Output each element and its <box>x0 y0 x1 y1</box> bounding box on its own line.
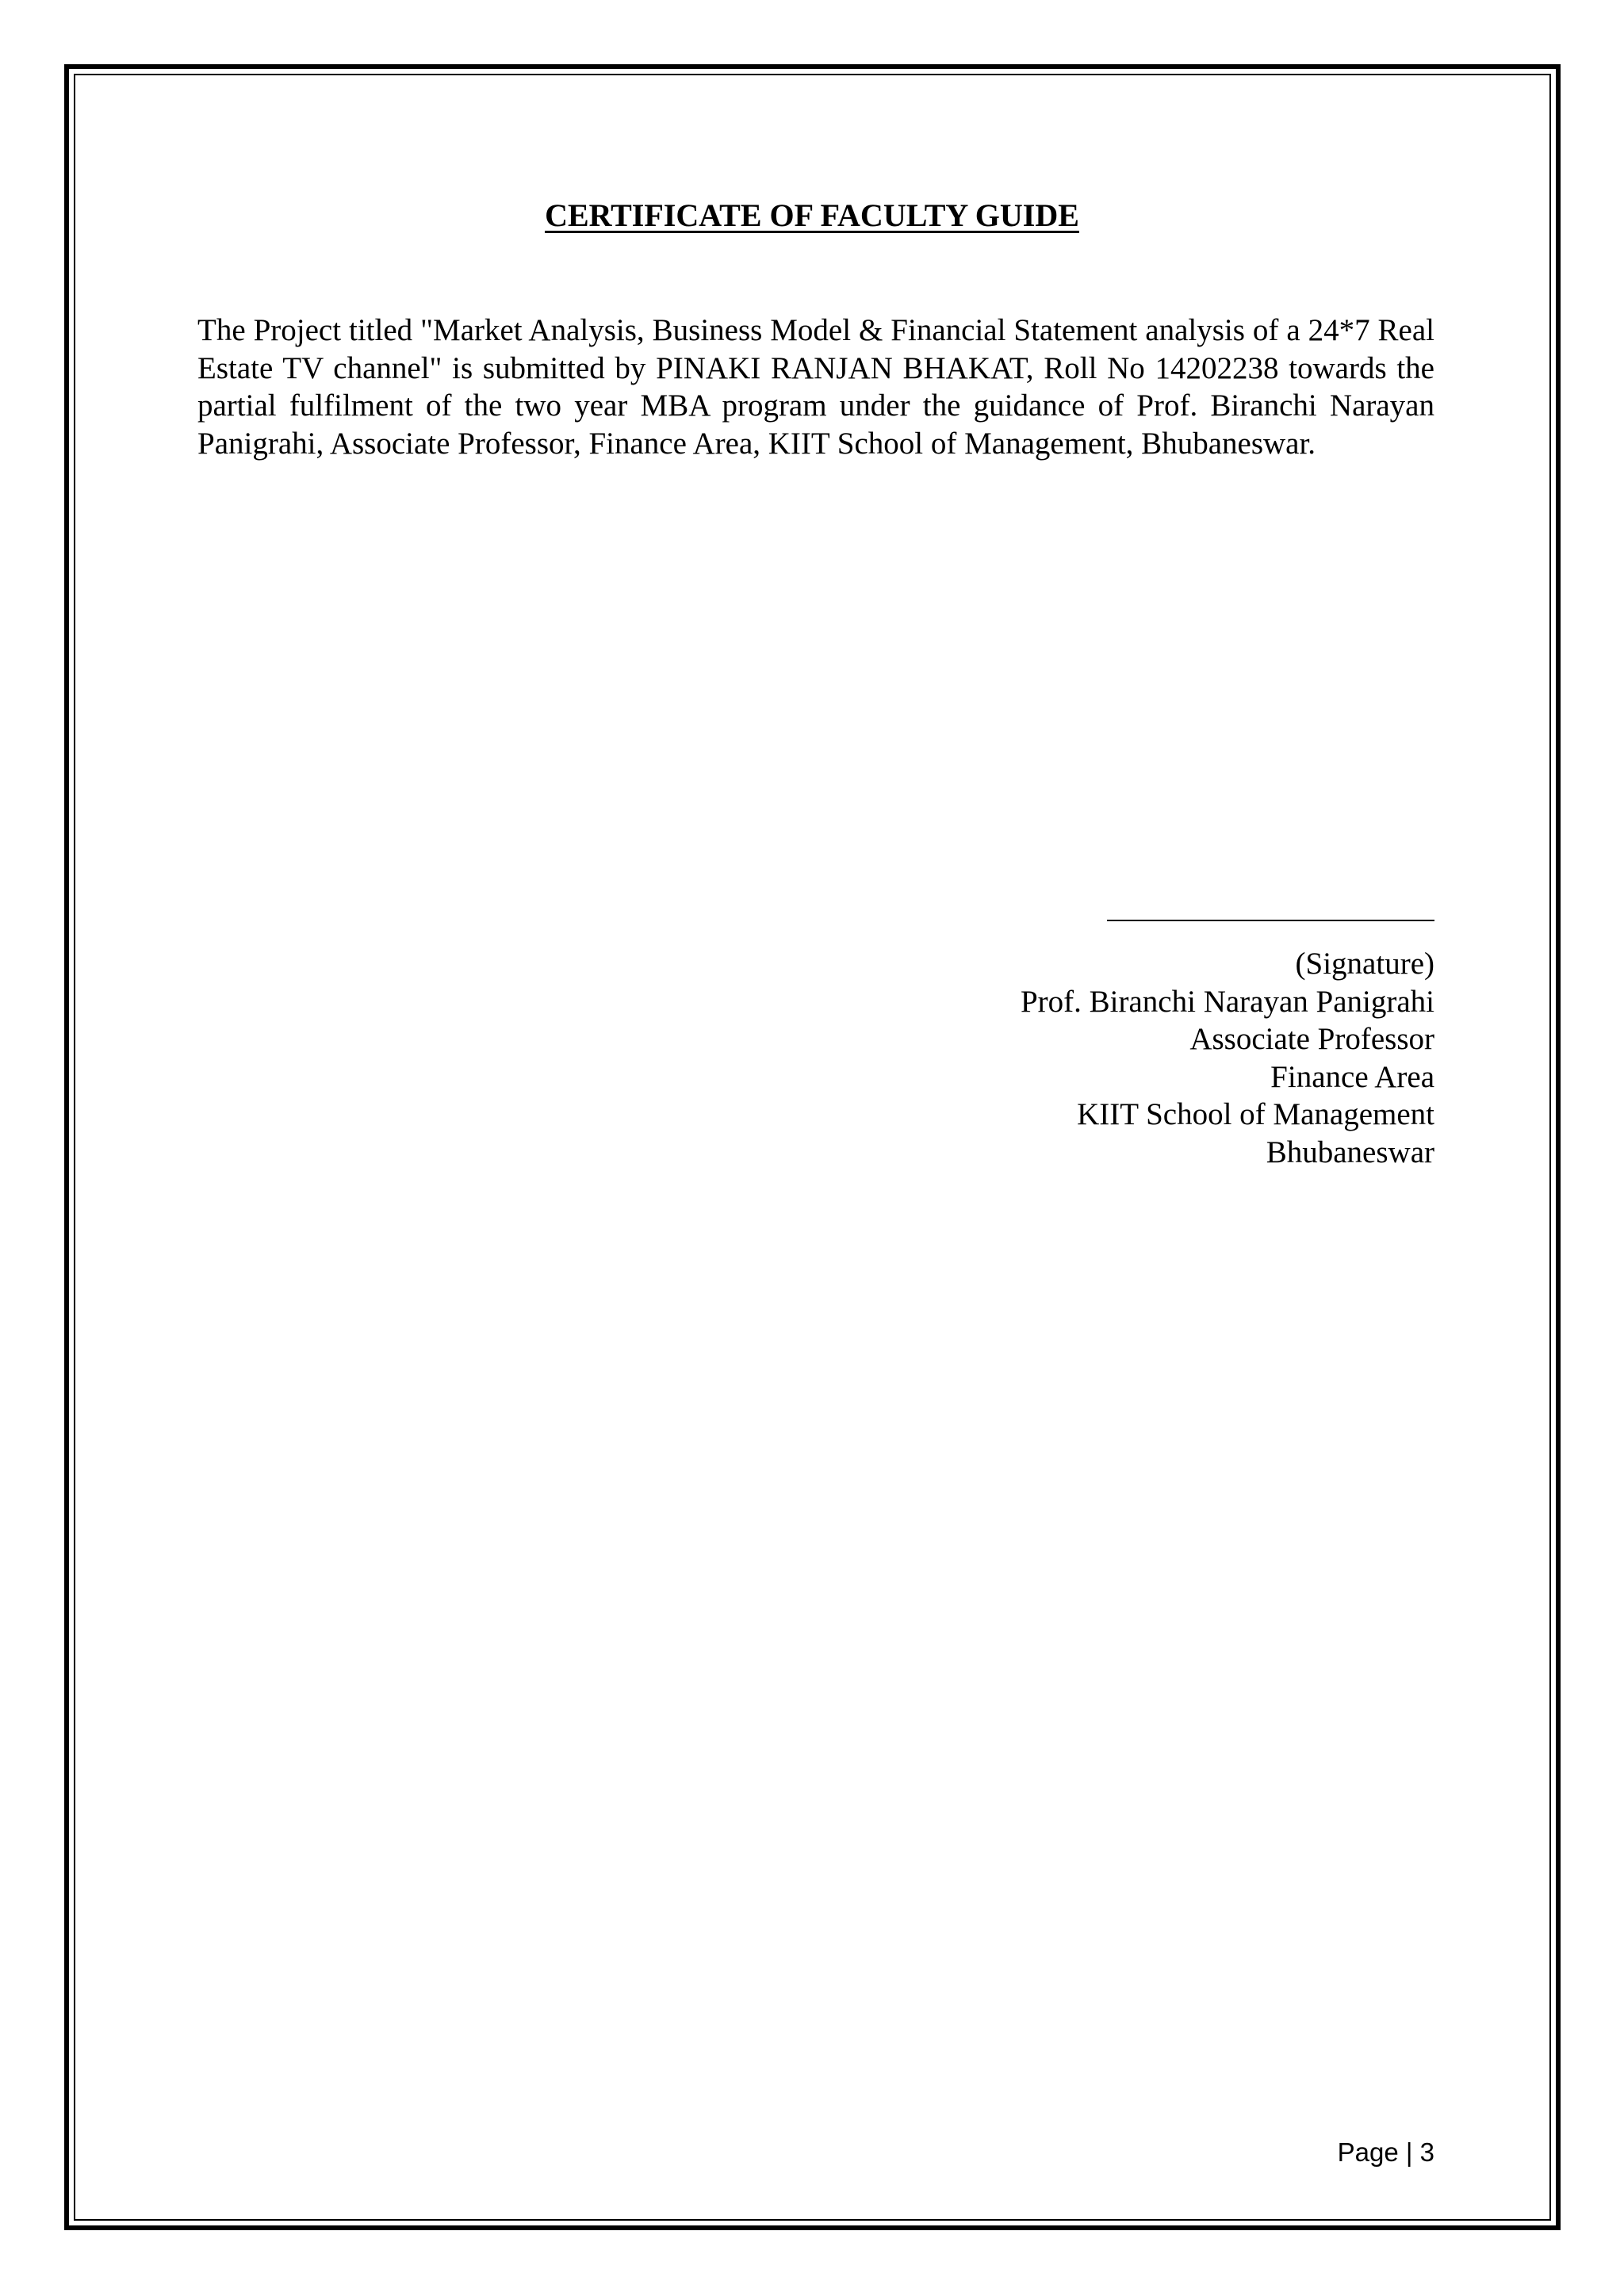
signature-line <box>1107 920 1434 921</box>
signatory-institution: KIIT School of Management <box>1077 1097 1434 1131</box>
signatory-department: Finance Area <box>1270 1059 1434 1094</box>
signatory-name: Prof. Biranchi Narayan Panigrahi <box>1020 984 1434 1019</box>
page-number: Page | 3 <box>1337 2137 1434 2167</box>
signature-label: (Signature) <box>1295 947 1434 981</box>
signatory-city: Bhubaneswar <box>1266 1135 1434 1169</box>
signature-block <box>1021 945 1434 1171</box>
page-title: CERTIFICATE OF FACULTY GUIDE <box>545 197 1079 233</box>
certificate-body-text: The Project titled "Market Analysis, Business Model & Financial Statement analysis of a 24*7 Real Estate TV channel" is submitted by PINAKI RANJAN BHAKAT, Roll No 14202238 towards the partial fulfilment of the two year MBA program under the guidance of Prof. Biranchi Narayan Panigrahi, Associate Professor, Finance Area, KIIT School of Management, Bhubaneswar. <box>197 313 1434 461</box>
signatory-designation: Associate Professor <box>1189 1022 1434 1056</box>
